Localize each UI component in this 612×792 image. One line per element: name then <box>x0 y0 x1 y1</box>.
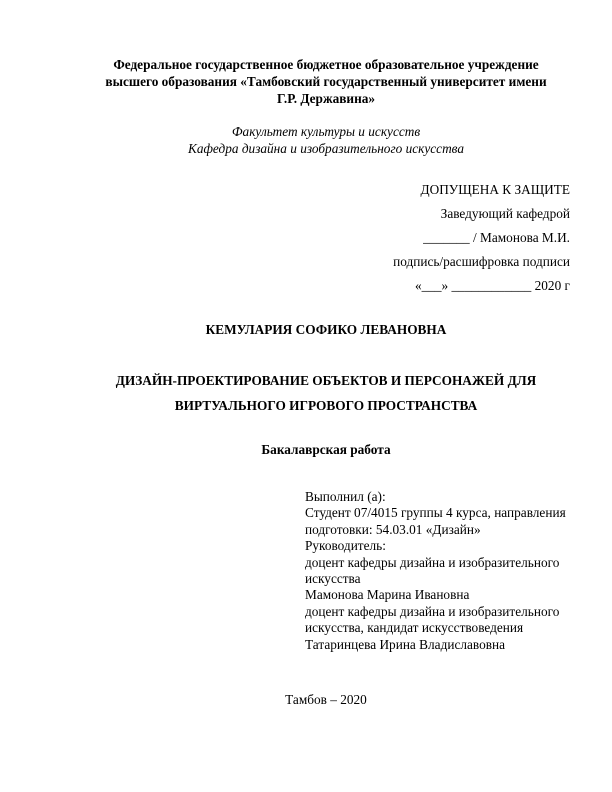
institution-line-2: высшего образования «Тамбовский государственный университет имени <box>105 74 547 89</box>
approval-signature: _______ / Мамонова М.И. <box>423 230 570 245</box>
faculty-name: Факультет культуры и искусств <box>231 124 421 139</box>
approval-status: ДОПУЩЕНА К ЗАЩИТЕ <box>420 182 570 197</box>
approval-date: «___» ____________ 2020 г <box>414 278 570 293</box>
approval-role: Заведующий кафедрой <box>440 206 570 221</box>
approval-block <box>393 178 570 298</box>
thesis-title <box>80 368 572 418</box>
approval-signature-caption: подпись/расшифровка подписи <box>393 254 570 269</box>
performed-label: Выполнил (а): <box>305 489 386 504</box>
author-info-block <box>305 489 577 653</box>
institution-line-1: Федеральное государственное бюджетное образовательное учреждение <box>113 57 539 72</box>
institution-header <box>80 56 572 107</box>
consultant-name: Татаринцева Ирина Владиславовна <box>305 636 506 652</box>
thesis-title-line-1: ДИЗАЙН-ПРОЕКТИРОВАНИЕ ОБЪЕКТОВ И ПЕРСОНАЖЕЙ ДЛЯ <box>115 373 537 388</box>
consultant-position-line-2: искусства, кандидат искусствоведения <box>305 620 524 636</box>
student-line-1: Студент 07/4015 группы 4 курса, направления <box>305 505 566 521</box>
thesis-title-line-2: ВИРТУАЛЬНОГО ИГРОВОГО ПРОСТРАНСТВА <box>174 398 478 413</box>
supervisor-position-line-1: доцент кафедры дизайна и изобразительного <box>305 554 560 570</box>
student-line-2: подготовки: 54.03.01 «Дизайн» <box>305 521 481 537</box>
author-name: КЕМУЛАРИЯ СОФИКО ЛЕВАНОВНА <box>205 322 447 337</box>
consultant-position-line-1: доцент кафедры дизайна и изобразительного <box>305 603 560 619</box>
supervisor-name: Мамонова Марина Ивановна <box>305 587 470 603</box>
faculty-block <box>80 123 572 157</box>
city-year: Тамбов – 2020 <box>285 692 367 707</box>
supervisor-label: Руководитель: <box>305 538 386 554</box>
work-type: Бакалаврская работа <box>261 442 391 457</box>
department-name: Кафедра дизайна и изобразительного искусства <box>187 141 465 156</box>
institution-line-3: Г.Р. Державина» <box>276 91 376 106</box>
supervisor-position-line-2: искусства <box>305 571 361 587</box>
